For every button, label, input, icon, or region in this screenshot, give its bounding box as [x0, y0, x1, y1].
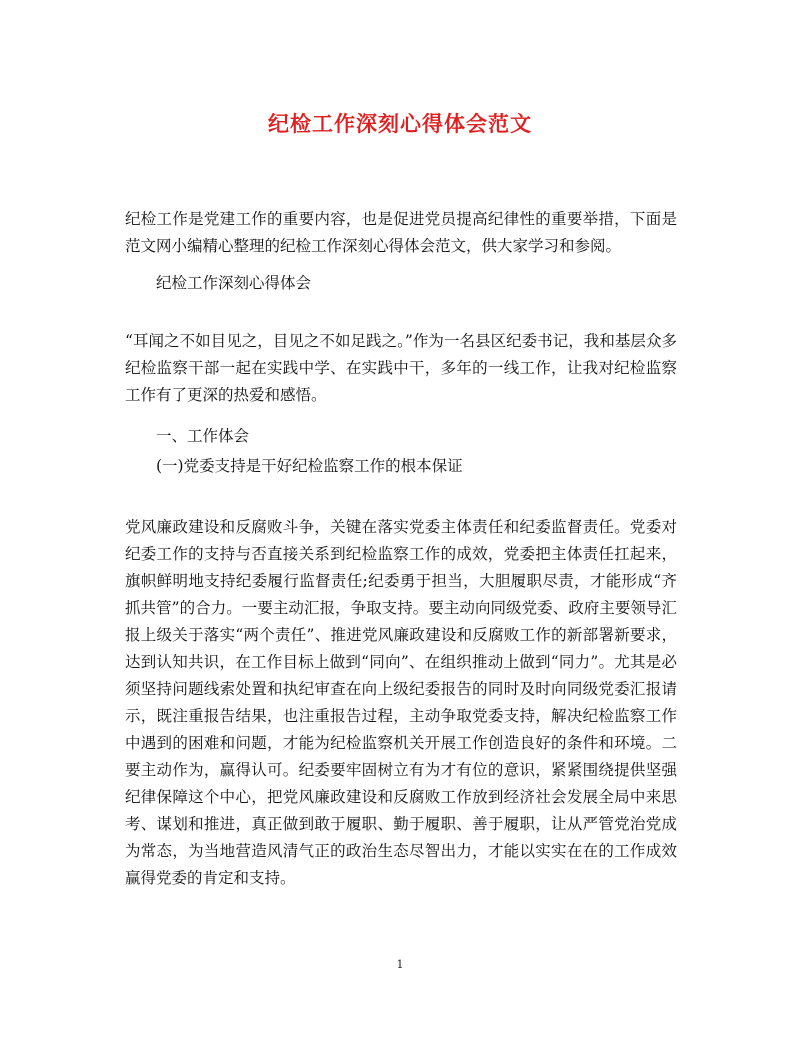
page-number: 1 [396, 958, 404, 971]
intro-paragraph: 纪检工作是党建工作的重要内容，也是促进党员提高纪律性的重要举措，下面是范文网小编精心整理的纪检工作深刻心得体会范文，供大家学习和参阅。 [125, 210, 677, 255]
section-heading: 一、工作体会 [156, 427, 250, 445]
subtitle-paragraph: 纪检工作深刻心得体会 [156, 274, 312, 292]
opening-paragraph: “耳闻之不如目见之，目见之不如足践之。”作为一名县区纪委书记，我和基层众多纪检监察干部一起在实践中学、在实践中干，多年的一线工作，让我对纪检监察工作有了更深的热爱和感悟。 [125, 332, 677, 404]
body-paragraph: 党风廉政建设和反腐败斗争，关键在落实党委主体责任和纪委监督责任。党委对纪委工作的支持与否直接关系到纪检监察工作的成效，党委把主体责任扛起来，旗帜鲜明地支持纪委履行监督责任;纪委勇于担当，大胆履职尽责，才能形成“齐抓共管”的合力。一要主动汇报，争取支持。要主动向同级党委、政府主要领导汇报上级关于落实“两个责任”、推进党风廉政建设和反腐败工作的新部署新要求，达到认知共识，在工作目标上做到“同向”、在组织推动上做到“同力”。尤其是必须坚持问题线索处置和执纪审查在向上级纪委报告的同时及时向同级党委汇报请示，既注重报告结果，也注重报告过程，主动争取党委支持，解决纪检监察工作中遇到的困难和问题，才能为纪检监察机关开展工作创造良好的条件和环境。二要主动作为，赢得认可。纪委要牢固树立有为才有位的意识，紧紧围绕提供坚强纪律保障这个中心，把党风廉政建设和反腐败工作放到经济社会发展全局中来思考、谋划和推进，真正做到敢于履职、勤于履职、善于履职，让从严管党治党成为常态，为当地营造风清气正的政治生态尽智出力，才能以实实在在的工作成效赢得党委的肯定和支持。 [125, 518, 677, 887]
document-title: 纪检工作深刻心得体会范文 [268, 111, 532, 136]
subsection-heading: (一)党委支持是干好纪检监察工作的根本保证 [156, 457, 463, 475]
